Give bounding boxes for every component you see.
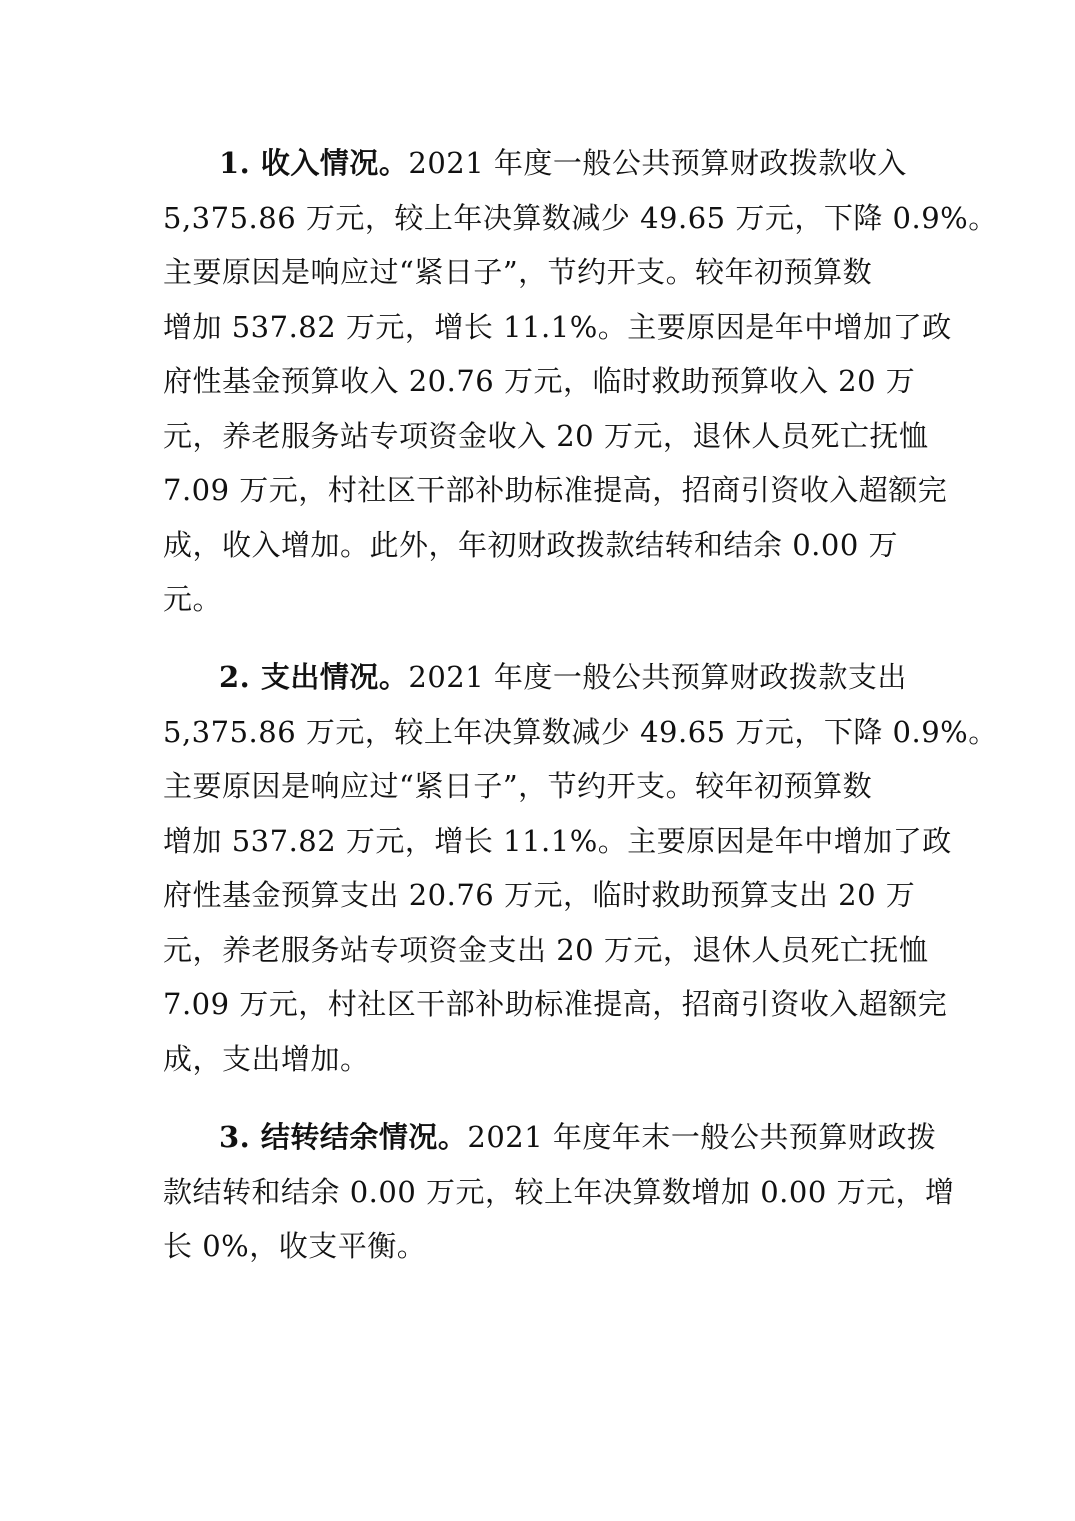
body-line: 主要原因是响应过“紧日子”，节约开支。较年初预算数 (163, 769, 873, 803)
body-line: 5,375.86 万元，较上年决算数减少 49.65 万元，下降 0.9%。 (163, 714, 998, 749)
body-line: 主要原因是响应过“紧日子”，节约开支。较年初预算数 (163, 255, 873, 289)
body-line: 元，养老服务站专项资金收入 20 万元，退休人员死亡抚恤 (163, 418, 929, 453)
body-text: 2021 年度一般公共预算财政拨款收入 (408, 146, 907, 180)
body-line: 增加 537.82 万元，增长 11.1%。主要原因是年中增加了政 (163, 823, 952, 858)
body-line: 5,375.86 万元，较上年决算数减少 49.65 万元，下降 0.9%。 (163, 200, 998, 235)
body-line: 成，支出增加。 (163, 1041, 370, 1076)
body-line: 元，养老服务站专项资金支出 20 万元，退休人员死亡抚恤 (163, 932, 929, 967)
body-line: 府性基金预算支出 20.76 万元，临时救助预算支出 20 万 (163, 878, 916, 912)
body-text: 2021 年度年末一般公共预算财政拨 (467, 1120, 937, 1154)
section-heading: 3. 结转结余情况。 (219, 1120, 468, 1154)
body-line: 长 0%，收支平衡。 (163, 1229, 427, 1263)
body-line: 款结转和结余 0.00 万元，较上年决算数增加 0.00 万元，增 (163, 1174, 955, 1209)
body-line: 元。 (163, 582, 223, 616)
paragraph-carryover (163, 1110, 955, 1274)
body-line: 增加 537.82 万元，增长 11.1%。主要原因是年中增加了政 (163, 309, 952, 344)
section-heading: 1. 收入情况。 (219, 146, 409, 180)
body-text: 2021 年度一般公共预算财政拨款支出 (408, 660, 907, 694)
body-line: 成，收入增加。此外，年初财政拨款结转和结余 0.00 万 (163, 527, 899, 562)
body-line: 7.09 万元，村社区干部补助标准提高，招商引资收入超额完 (163, 473, 948, 507)
body-line: 7.09 万元，村社区干部补助标准提高，招商引资收入超额完 (163, 987, 948, 1021)
paragraph-income (163, 136, 998, 627)
section-heading: 2. 支出情况。 (219, 660, 409, 694)
body-line: 府性基金预算收入 20.76 万元，临时救助预算收入 20 万 (163, 364, 916, 398)
paragraph-first-line (163, 1110, 937, 1165)
paragraph-first-line (163, 650, 923, 705)
paragraph-expenditure (163, 650, 998, 1086)
paragraph-first-line (163, 136, 923, 191)
